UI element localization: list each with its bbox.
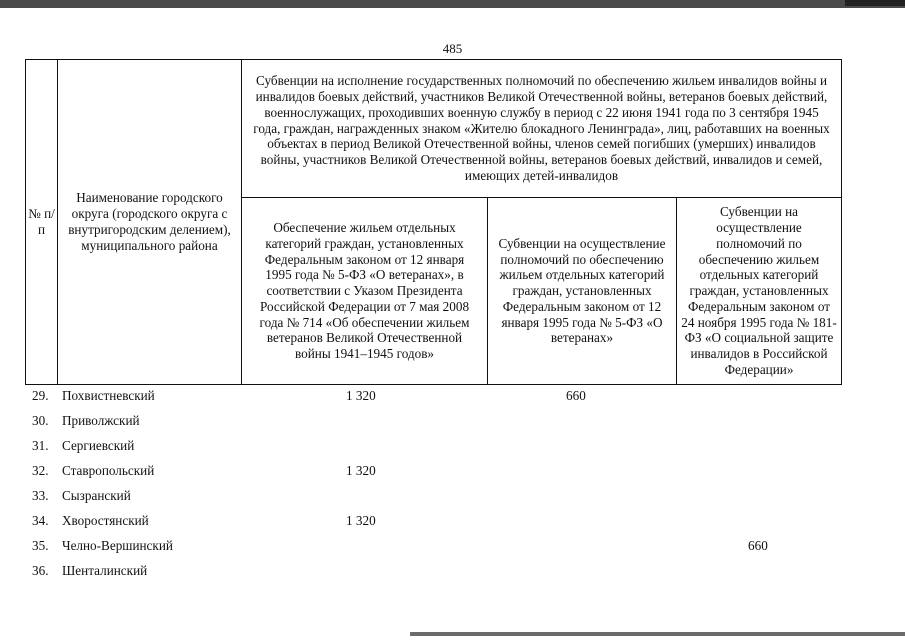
scan-border-top bbox=[0, 0, 905, 8]
header-col-number: № п/п bbox=[28, 206, 55, 237]
table-row bbox=[25, 538, 842, 563]
scan-border-top-right bbox=[845, 0, 905, 6]
row-number: 29. bbox=[32, 388, 49, 403]
row-name: Приволжский bbox=[62, 413, 140, 428]
row-number: 33. bbox=[32, 488, 49, 503]
row-name: Шенталинский bbox=[62, 563, 148, 578]
row-number: 35. bbox=[32, 538, 49, 553]
header-sub-2: Субвенции на осуществление полномочий по обеспечению жильем отдельных категорий граждан, установленных Федеральным законом от 12 января 1995 года № 5-ФЗ «О ветеранах» bbox=[498, 235, 666, 346]
scan-border-bottom bbox=[410, 632, 905, 636]
row-name: Ставропольский bbox=[62, 463, 155, 478]
row-value-1: 1 320 bbox=[346, 513, 376, 528]
row-name: Сергиевский bbox=[62, 438, 135, 453]
table-row bbox=[25, 488, 842, 513]
row-number: 31. bbox=[32, 438, 49, 453]
row-name: Хворостянский bbox=[62, 513, 149, 528]
header-group-title: Субвенции на исполнение государственных полномочий по обеспечению жильем инвалидов войны и инвалидов боевых действий, участников Великой Отечественной войны, ветеранов боевых действий, военнослужащих, проходивших военную службу в период с 22 июня 1941 года по 3 сентября 1945 года, граждан, награжденных знаком «Жителю блокадного Ленинграда», лиц, работавших на военных объектах в период Великой Отечественной войны, членов семей погибших (умерших) инвалидов войны, участников Великой Отечественной войны, ветеранов боевых действий, инвалидов и семей, имеющих детей-инвалидов bbox=[253, 73, 830, 183]
header-col-name: Наименование городского округа (городского округа с внутригородским делением), муниципального района bbox=[68, 190, 231, 253]
row-number: 34. bbox=[32, 513, 49, 528]
table-row bbox=[25, 563, 842, 588]
row-number: 32. bbox=[32, 463, 49, 478]
table-row bbox=[25, 388, 842, 413]
table-row bbox=[25, 463, 842, 488]
row-number: 36. bbox=[32, 563, 49, 578]
row-value-1: 1 320 bbox=[346, 463, 376, 478]
table-row bbox=[25, 513, 842, 538]
header-sub-1: Обеспечение жильем отдельных категорий граждан, установленных Федеральным законом от 12 января 1995 года № 5-ФЗ «О ветеранах», в соответствии с Указом Президента Российской Федерации от 7 мая 2008 года № 714 «Об обеспечении жильем ветеранов Великой Отечественной войны 1941–1945 годов» bbox=[259, 219, 470, 362]
page-number: 485 bbox=[442, 41, 463, 56]
row-value-2: 660 bbox=[566, 388, 586, 403]
row-value-3: 660 bbox=[748, 538, 768, 553]
row-name: Челно-Вершинский bbox=[62, 538, 173, 553]
row-number: 30. bbox=[32, 413, 49, 428]
header-sub-3: Субвенции на осуществление полномочий по обеспечению жильем отдельных категорий граждан, установленных Федеральным законом от 24 ноября 1995 года № 181-ФЗ «О социальной защите инвалидов в Российской Федерации» bbox=[681, 204, 837, 378]
table-header bbox=[25, 59, 842, 385]
table-row bbox=[25, 438, 842, 463]
table-row bbox=[25, 413, 842, 438]
row-value-1: 1 320 bbox=[346, 388, 376, 403]
row-name: Сызранский bbox=[62, 488, 131, 503]
row-name: Похвистневский bbox=[62, 388, 155, 403]
